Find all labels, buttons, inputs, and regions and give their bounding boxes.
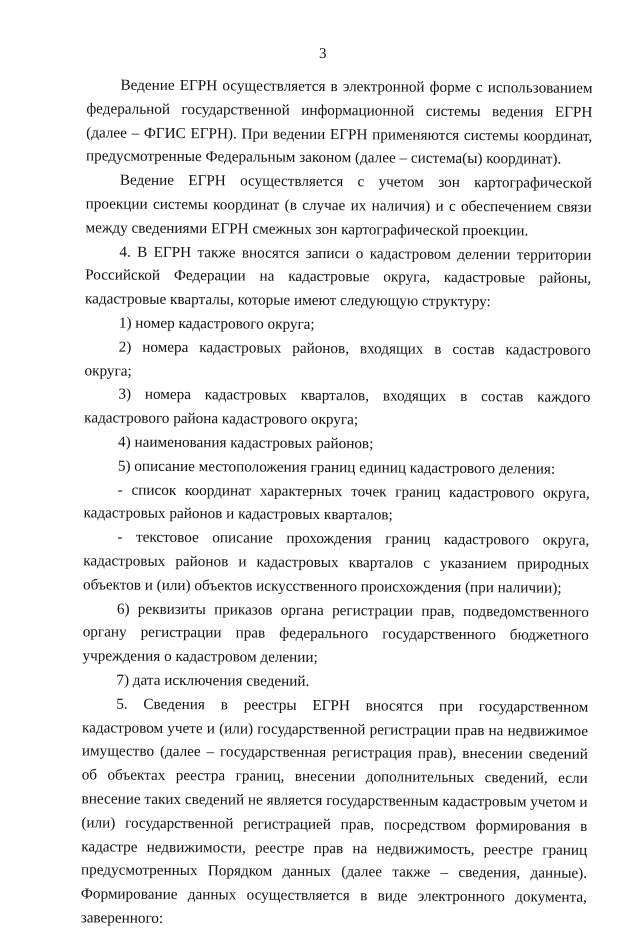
list-item-region-numbers: 2) номера кадастровых районов, входящих в состав кадастрового округа;: [84, 338, 591, 380]
list-item-district-number: 1) номер кадастрового округа;: [118, 314, 315, 333]
paragraph-cadastral-division: 4. В ЕГРН также вносятся записи о кадастровом делении территории Российской Федерации на кадастровые округа, кадастровые районы, кадастровые кварталы, которые имеют следующую структуру:: [84, 243, 592, 311]
paragraph-registry-entries: 5. Сведения в реестры ЕГРН вносятся при государственном кадастровом учете и (или) государственной регистрации прав на недвижимое имущество (далее – государственная регистрация прав), внесении сведений об объектах реестра границ, внесении дополнительных сведений, если внесение таких сведений не является государственным кадастровым учетом и (или) государственной регистрацией прав, посредством формирования в кадастре недвижимости, реестре прав на недвижимость, реестре границ предусмотренных Порядком данных (далее также – сведения, данные). Формирование данных осуществляется в виде электронного документа, заверенного:: [80, 695, 589, 927]
paragraph-egrn-electronic-form: Ведение ЕГРН осуществляется в электронной форме с использованием федеральной государственной информационной системы ведения ЕГРН (далее – ФГИС ЕГРН). При ведении ЕГРН применяются системы координат, предусмотренные Федеральным законом (далее – система(ы) координат).: [85, 76, 593, 169]
list-item-order-details: 6) реквизиты приказов органа регистрации прав, подведомственного органу регистрации прав федерального государственного бюджетного учреждения о кадастровом делении;: [82, 600, 589, 667]
paragraph-egrn-projection-zones: Ведение ЕГРН осуществляется с учетом зон картографической проекции системы координат (в случае их наличия) и с обеспечением связи между сведениями ЕГРН смежных зон картографической проекции.: [85, 171, 592, 240]
page-number: 3: [318, 45, 327, 63]
sub-item-coordinate-list: - список координат характерных точек границ кадастрового округа, кадастровых районов и кадастровых кварталов;: [83, 481, 590, 524]
list-item-boundary-description: 5) описание местоположения границ единиц кадастрового деления:: [117, 457, 556, 478]
list-item-exclusion-date: 7) дата исключения сведений.: [116, 671, 310, 690]
document-body: [81, 73, 593, 933]
sub-item-text-description: - текстовое описание прохождения границ кадастрового округа, кадастровых районов и кадастровых кварталов с указанием природных объектов и (или) объектов искусственного происхождения (при наличии);: [82, 528, 590, 597]
list-item-region-names: 4) наименования кадастровых районов;: [117, 433, 374, 453]
list-item-quarter-numbers: 3) номера кадастровых кварталов, входящих в состав каждого кадастрового района кадастрового округа;: [84, 385, 591, 429]
